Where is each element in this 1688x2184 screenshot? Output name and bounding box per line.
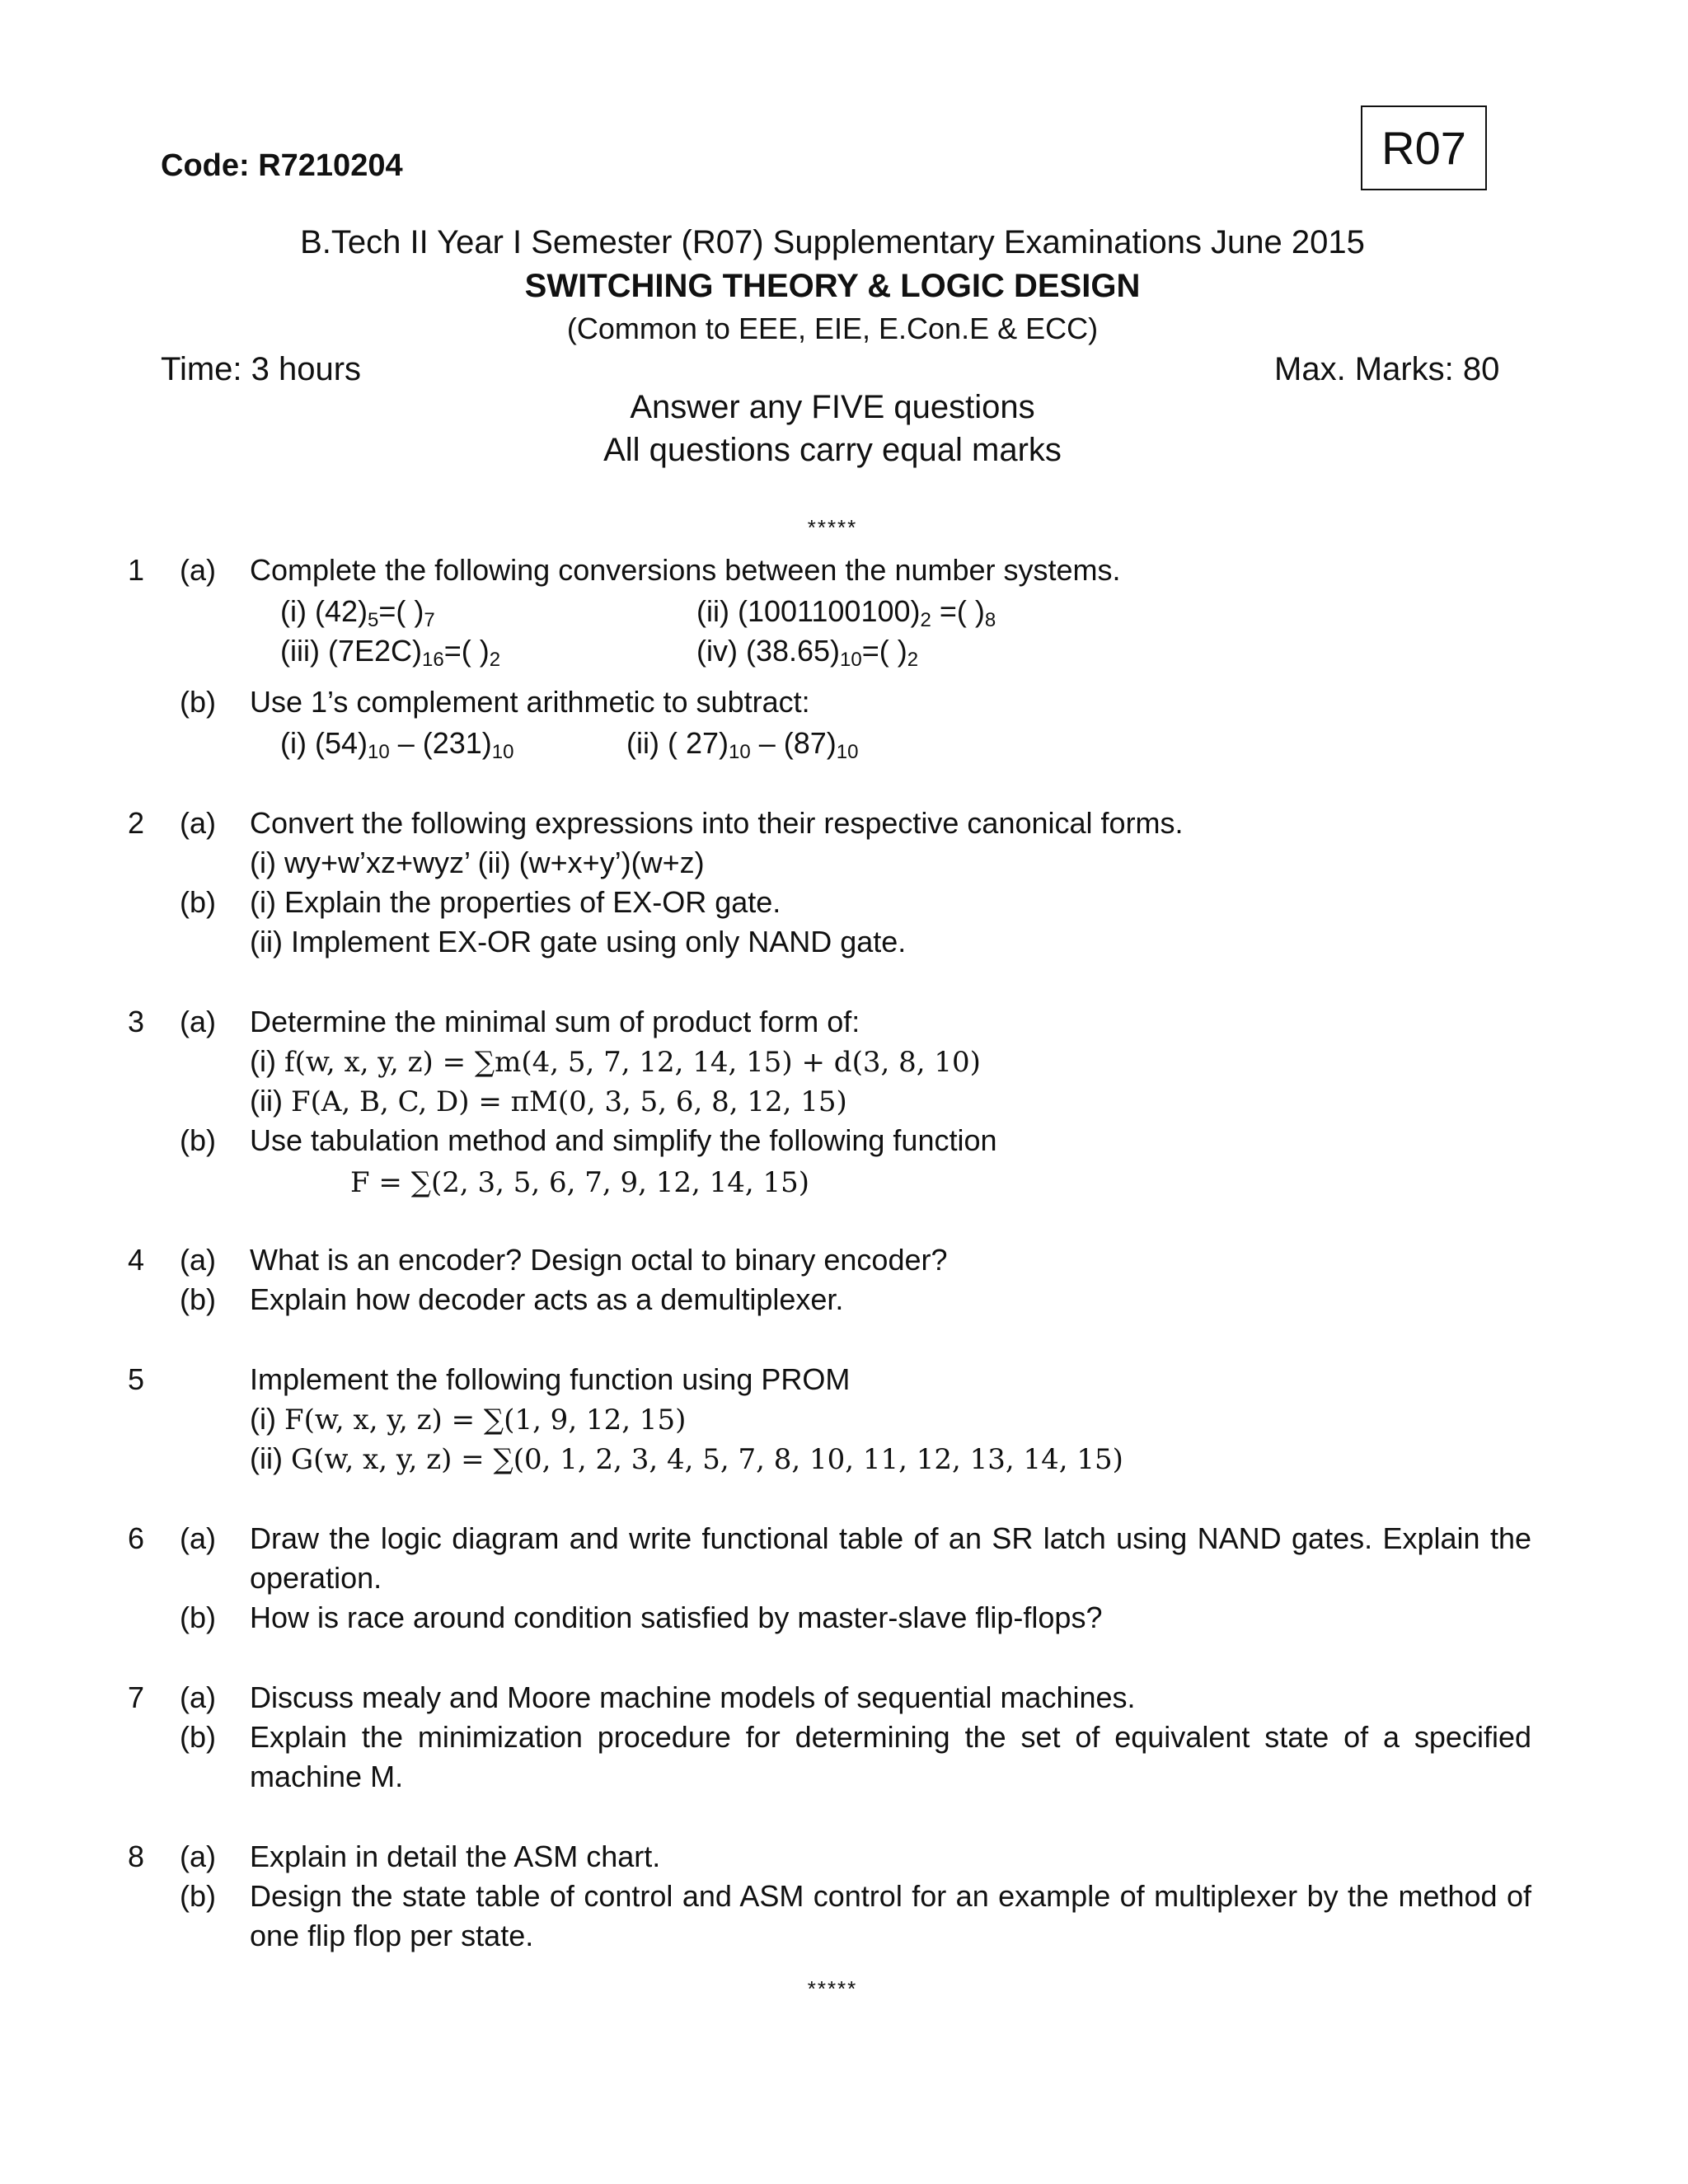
exam-time: Time: 3 hours (161, 351, 362, 387)
q1a-iii: (iii) $(7E2C)_{16}=$( )$_2$ (280, 634, 501, 671)
regulation-label: R07 (1381, 122, 1466, 174)
q2b-i: (i) Explain the properties of EX-OR gate. (250, 885, 781, 919)
q6a-label: (a) (180, 1521, 216, 1555)
branches: (Common to EEE, EIE, E.Con.E & ECC) (566, 312, 1099, 345)
q6b-text: How is race around condition satisfied by master-slave flip-flops? (250, 1601, 1103, 1634)
subject-title: SWITCHING THEORY & LOGIC DESIGN (524, 268, 1141, 304)
q2b-label: (b) (180, 885, 216, 919)
q4a-text: What is an encoder? Design octal to binary encoder? (250, 1243, 948, 1277)
q4b-label: (b) (180, 1282, 216, 1316)
q8b-text: Design the state table of control and ASM control for an example of multiplexer by the method of one flip flop per state. (250, 1879, 1531, 1952)
q7a-label: (a) (180, 1680, 216, 1714)
q3-number: 3 (128, 1005, 145, 1038)
q3a-i: (i) f(w, x, y, z) = ∑m(4, 5, 7, 12, 14, 15) + d(3, 8, 10) (250, 1044, 981, 1079)
q1a-text: Complete the following conversions between the number systems. (250, 553, 1121, 587)
q1a-iv: (iv) $(38.65)_{10}=$( )$_2$ (696, 634, 919, 671)
q5-text: Implement the following function using PROM (250, 1362, 851, 1396)
regulation-box (1361, 105, 1487, 190)
q6b-label: (b) (180, 1601, 216, 1634)
q3b-text: Use tabulation method and simplify the following function (250, 1123, 997, 1157)
q8a-text: Explain in detail the ASM chart. (250, 1840, 661, 1873)
q1b-label: (b) (180, 685, 216, 719)
q5-number: 5 (128, 1362, 145, 1396)
q2a-label: (a) (180, 806, 216, 840)
q1b-i: (i) $(54)_{10} - (231)_{10}$ (280, 726, 514, 763)
q3a-ii: (ii) F(A, B, C, D) = πM(0, 3, 5, 6, 8, 12, 15) (250, 1084, 847, 1118)
q5-i: (i) F(w, x, y, z) = ∑(1, 9, 12, 15) (250, 1402, 687, 1436)
q6a-text: Draw the logic diagram and write functional table of an SR latch using NAND gates. Explain the operation. (250, 1521, 1531, 1595)
q8a-label: (a) (180, 1840, 216, 1873)
q2a-text: Convert the following expressions into their respective canonical forms. (250, 806, 1184, 840)
q5-i-expression: F(w, x, y, z) = ∑(1, 9, 12, 15) (284, 1404, 687, 1436)
exam-code: Code: R7210204 (161, 148, 403, 183)
instruction-marks: All questions carry equal marks (603, 432, 1062, 468)
q7b-text: Explain the minimization procedure for determining the set of equivalent state of a specified machine M. (250, 1720, 1531, 1793)
q7b-label: (b) (180, 1720, 216, 1754)
q5-ii-expression: G(w, x, y, z) = ∑(0, 1, 2, 3, 4, 5, 7, 8, 10, 11, 12, 13, 14, 15) (290, 1443, 1123, 1476)
q5-ii: (ii) G(w, x, y, z) = ∑(0, 1, 2, 3, 4, 5, 7, 8, 10, 11, 12, 13, 14, 15) (250, 1441, 1123, 1476)
q4a-label: (a) (180, 1243, 216, 1277)
q2a-items: (i) wy+w’xz+wyz’ (ii) (w+x+y’)(w+z) (250, 846, 705, 879)
q4-number: 4 (128, 1243, 145, 1277)
max-marks: Max. Marks: 80 (1274, 351, 1500, 387)
q3a-text: Determine the minimal sum of product form of: (250, 1005, 860, 1038)
q2b-ii: (ii) Implement EX-OR gate using only NAND gate. (250, 925, 907, 958)
q7-number: 7 (128, 1680, 145, 1714)
q3a-label: (a) (180, 1005, 216, 1038)
q3a-ii-expression: F(A, B, C, D) = πM(0, 3, 5, 6, 8, 12, 15) (290, 1085, 847, 1118)
q2-number: 2 (128, 806, 145, 840)
q4b-text: Explain how decoder acts as a demultiplexer. (250, 1282, 844, 1316)
q6-number: 6 (128, 1521, 145, 1555)
q1a-i: (i) $(42)_5=$( )$_7$ (280, 594, 435, 631)
q8b-label: (b) (180, 1879, 216, 1913)
q1b-text: Use 1’s complement arithmetic to subtract: (250, 685, 810, 719)
q7a-text: Discuss mealy and Moore machine models of sequential machines. (250, 1680, 1136, 1714)
q3b-expression: F = ∑(2, 3, 5, 6, 7, 9, 12, 14, 15) (350, 1166, 809, 1199)
instruction-answer: Answer any FIVE questions (630, 389, 1035, 425)
q3b-label: (b) (180, 1123, 216, 1157)
q1a-ii: (ii) $(1001100100)_2$ =( )$_8$ (696, 594, 996, 631)
q8-number: 8 (128, 1840, 145, 1873)
q1a-label: (a) (180, 553, 216, 587)
q3a-i-expression: f(w, x, y, z) = ∑m(4, 5, 7, 12, 14, 15) + d(3, 8, 10) (284, 1046, 981, 1079)
q1b-ii: (ii) ( $27)_{10} - (87)_{10}$ (626, 726, 859, 763)
separator-top: ***** (807, 515, 858, 540)
separator-bottom: ***** (807, 1976, 858, 2001)
exam-title: B.Tech II Year I Semester (R07) Supplementary Examinations June 2015 (300, 224, 1365, 260)
q1-number: 1 (128, 553, 145, 587)
